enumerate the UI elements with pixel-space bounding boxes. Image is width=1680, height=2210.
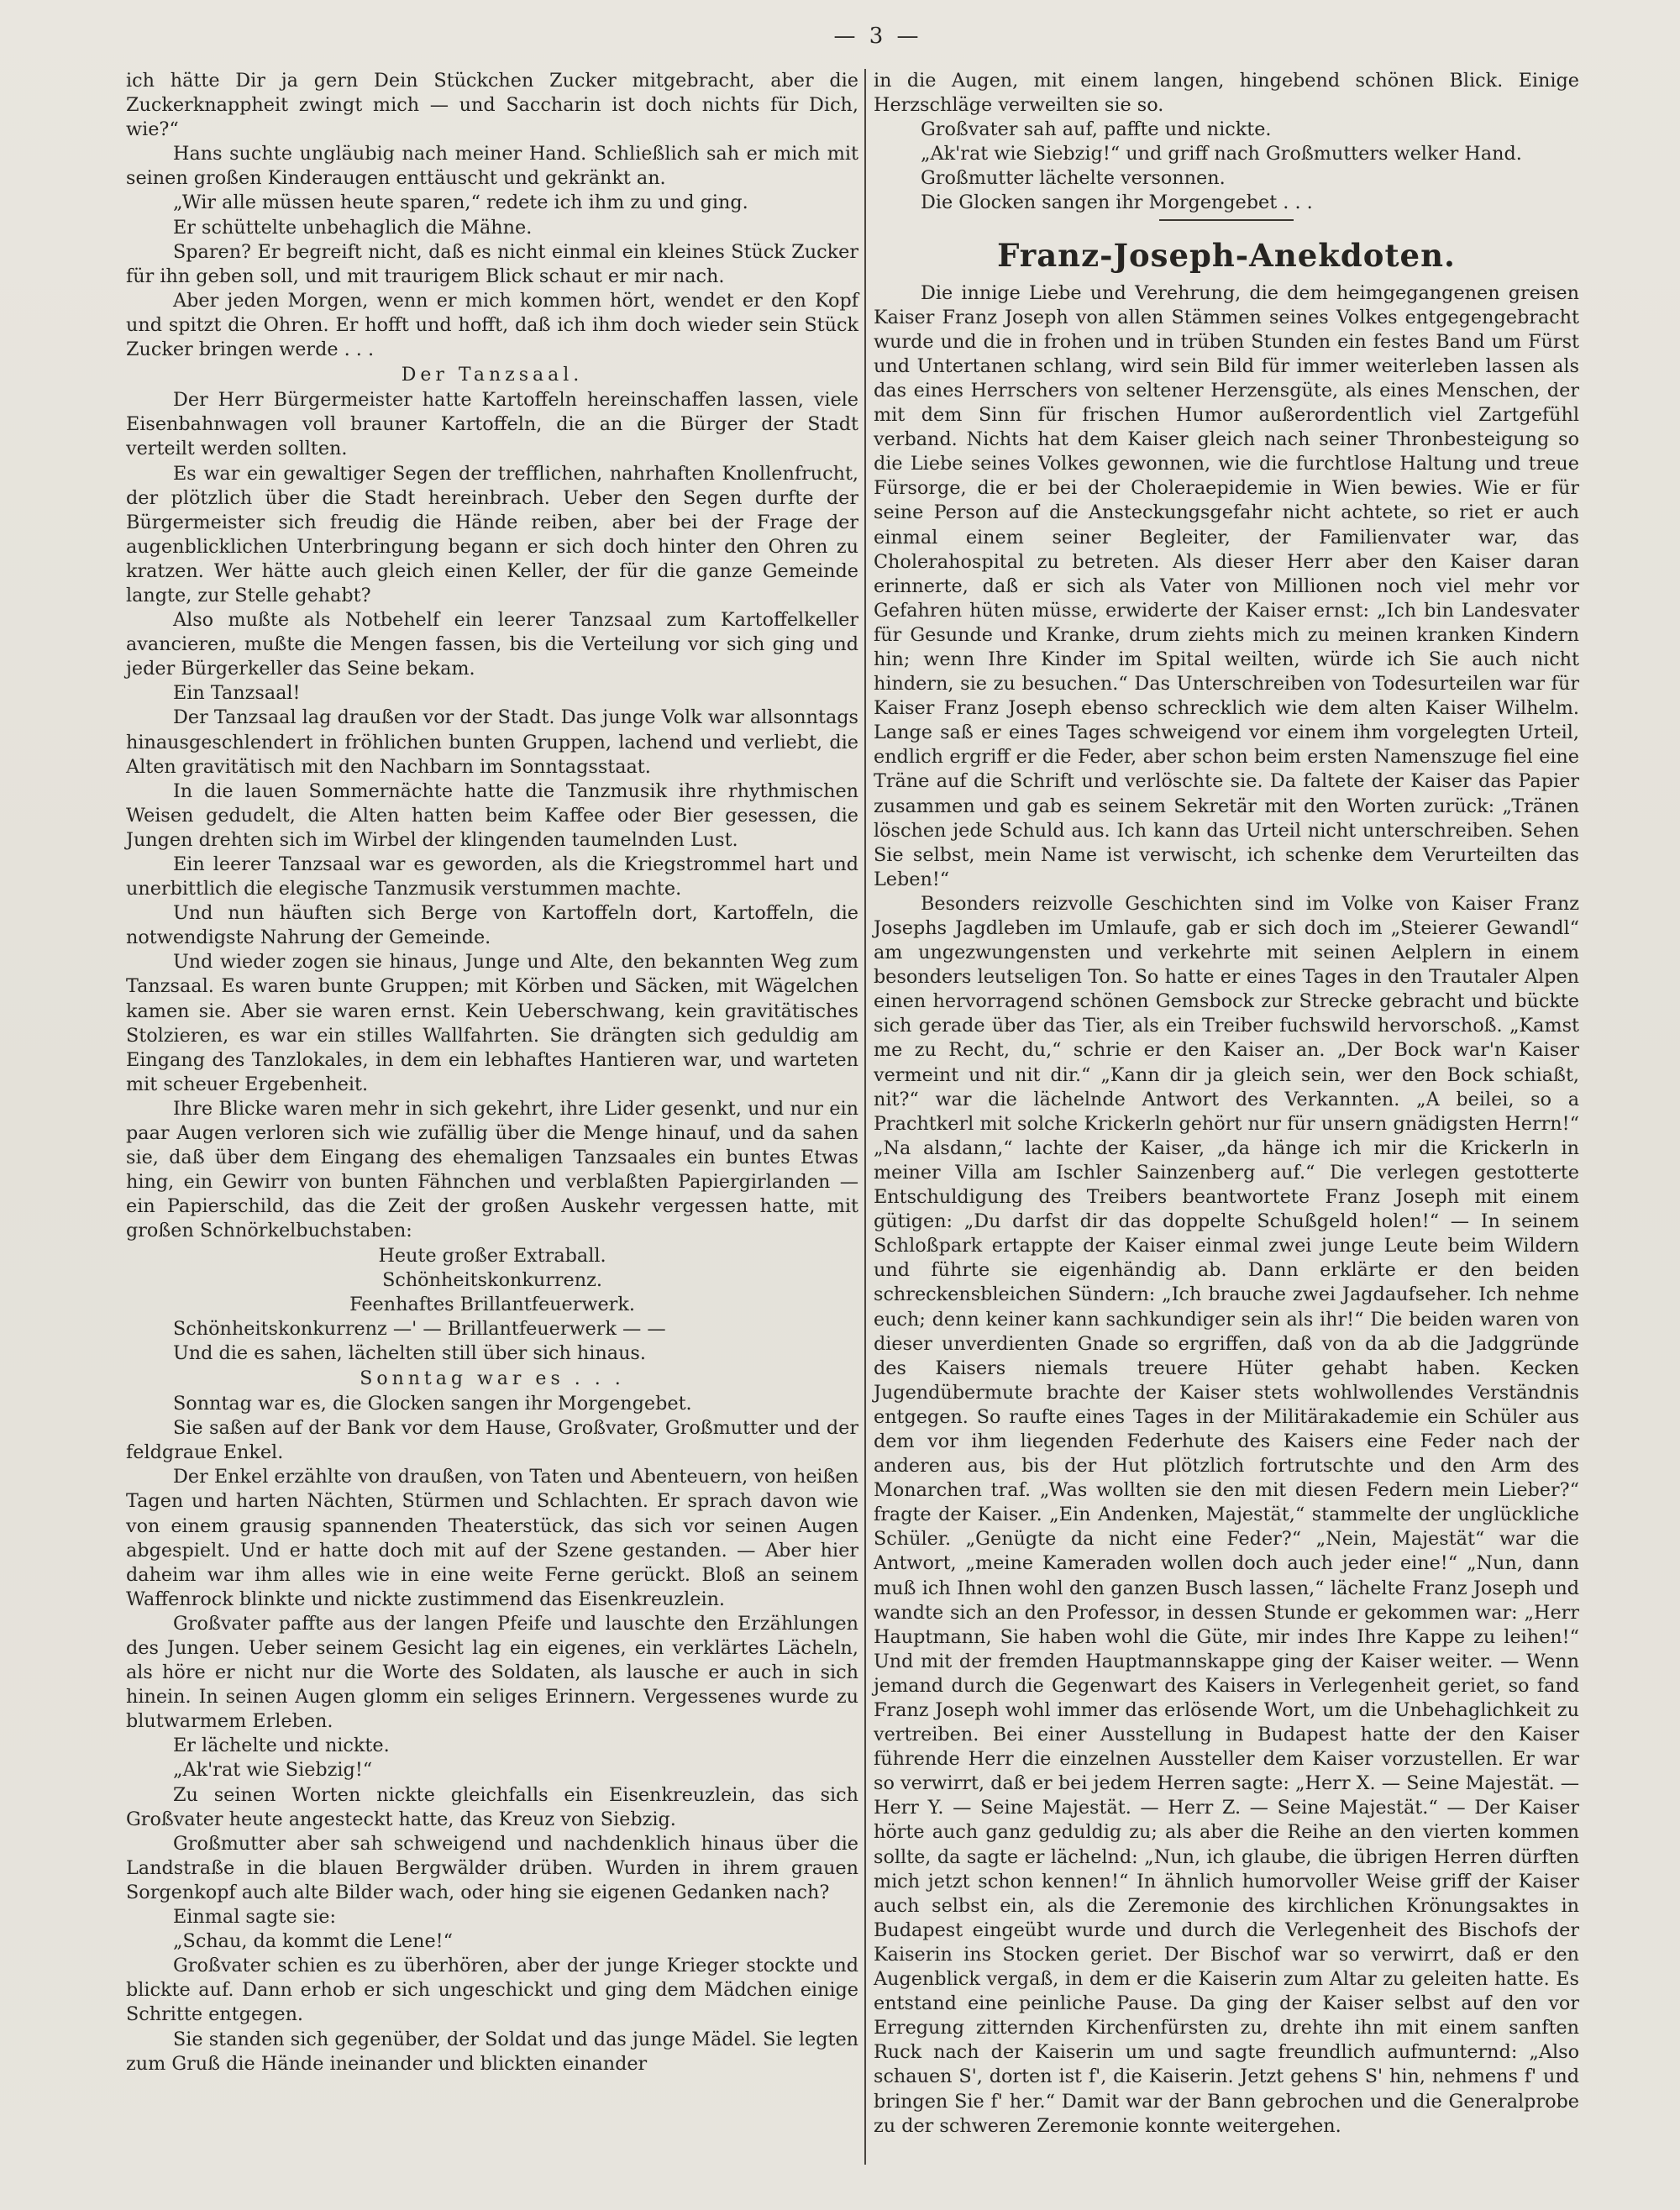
tanzsaal-paragraph: Der Tanzsaal lag draußen vor der Stadt. Das junge Volk war allsonntags hinausgeschlendert in fröhlichen bunten Gruppen, lachend und verliebt, die Alten gravitätisch mit den Nachbarn im Sonntagsstaat. <box>126 706 858 778</box>
tanzsaal-paragraph: Und die es sahen, lächelten still über sich hinaus. <box>173 1341 646 1364</box>
tanzsaal-paragraph: Und wieder zogen sie hinaus, Junge und Alte, den bekannten Weg zum Tanzsaal. Es waren bunte Gruppen; mit Körben und Säcken, mit Wägelchen kamen sie. Aber sie waren ernst. Kein Ueberschwang, kein gravitätisches Stolzieren, es war ein stilles Wallfahrten. Sie drängten sich geduldig am Eingang des Tanzlokales, in dem ein lebhaftes Hantieren war, und warteten mit scheuer Ergebenheit. <box>126 951 858 1095</box>
story-paragraph: Großmutter lächelte versonnen. <box>921 167 1226 190</box>
section-title-sonntag: Sonntag war es . . . <box>360 1367 625 1389</box>
sonntag-paragraph: Großmutter aber sah schweigend und nachdenklich hinaus über die Landstraße in die blauen Bergwälder drüben. Wurden in ihrem grauen Sorgenkopf auch alte Bilder wach, oder hing sie eigenen Gedanken nach? <box>126 1832 858 1903</box>
sonntag-paragraph: Großvater schien es zu überhören, aber der junge Krieger stockte und blickte auf. Dann erhob er sich ungeschickt und ging dem Mädchen einige Schritte entgegen. <box>126 1955 858 2026</box>
sonntag-paragraph: Der Enkel erzählte von draußen, von Taten und Abenteuern, von heißen Tagen und harten Nächten, Stürmen und Schlachten. Er sprach davon wie von einem grausig spannenden Theaterstück, das sich vor seinen Augen abgespielt. Und er hatte doch mit auf der Szene gestanden. — Aber hier daheim war ihm alles wie in eine weite Ferne gerückt. Bloß an seinem Waffenrock blinkte und nickte zustimmend das Eisenkreuzlein. <box>126 1466 858 1610</box>
story-paragraph: Hans suchte ungläubig nach meiner Hand. Schließlich sah er mich mit seinen großen Kinderaugen enttäuscht und gekränkt an. <box>126 143 858 190</box>
poster-line: Schönheitskonkurrenz. <box>382 1268 602 1291</box>
story-paragraph: Er schüttelte unbehaglich die Mähne. <box>173 216 533 239</box>
story-paragraph: Sparen? Er begreift nicht, daß es nicht einmal ein kleines Stück Zucker für ihn geben soll, und mit traurigem Blick schaut er mir nach. <box>126 240 858 287</box>
sonntag-paragraph: Sie standen sich gegenüber, der Soldat und das junge Mädel. Sie legten zum Gruß die Hände ineinander und blickten einander <box>126 2028 858 2075</box>
sonntag-paragraph: Zu seinen Worten nickte gleichfalls ein Eisenkreuzlein, das sich Großvater heute angesteckt hatte, das Kreuz von Siebzig. <box>126 1783 858 1830</box>
story-paragraph: Die Glocken sangen ihr Morgengebet . . . <box>921 192 1313 214</box>
tanzsaal-paragraph: Ein Tanzsaal! <box>173 682 301 705</box>
sonntag-paragraph: „Ak'rat wie Siebzig!“ <box>173 1759 373 1782</box>
story-paragraph: Großvater sah auf, paffte und nickte. <box>921 118 1272 141</box>
poster-line: Heute großer Extraball. <box>378 1244 606 1267</box>
left-column <box>126 69 858 2076</box>
story-paragraph: „Wir alle müssen heute sparen,“ redete ich ihm zu und ging. <box>173 192 748 214</box>
anecdote-paragraph: Die innige Liebe und Verehrung, die dem heimgegangenen greisen Kaiser Franz Joseph von allen Stämmen seines Volkes entgegengebracht wurde und die in frohen und in trüben Stunden ein festes Band um Fürst und Untertanen schlang, wird sein Bild für immer weiterleben lassen als das eines Herrschers von seltener Herzensgüte, als eines Menschen, der mit dem Sinn für frischen Humor außerordentlich viel Zartgefühl verband. Nichts hat dem Kaiser gleich nach seiner Thronbesteigung so die Liebe seines Volkes gewonnen, wie die furchtlose Haltung und treue Fürsorge, die er bei der Choleraepidemie in Wien bewies. Wie er für seine Person auf die Ansteckungsgefahr nicht achtete, so riet er auch einmal einem seiner Begleiter, der Familienvater war, das Cholerahospital zu betreten. Als dieser Herr aber den Kaiser daran erinnerte, daß er sich als Vater von Millionen noch viel mehr vor Gefahren hüten müsse, erwiderte der Kaiser ernst: „Ich bin Landesvater für Gesunde und Kranke, drum ziehts mich zu meinen kranken Kindern hin; wenn Ihre Kinder im Spital weilten, würde ich Sie auch nicht hindern, sie zu besuchen.“ Das Unterschreiben von Todesurteilen war für Kaiser Franz Joseph ebenso schrecklich wie dem alten Kaiser Wilhelm. Lange saß er eines Tages schweigend vor einem ihm vorgelegten Urteil, endlich ergriff er die Feder, aber schon beim ersten Namenszuge fiel eine Träne auf die Schrift und verlöschte sie. Da faltete der Kaiser das Papier zusammen und gab es seinem Sekretär mit den Worten zurück: „Tränen löschen jede Schuld aus. Ich kann das Urteil nicht unterschreiben. Sehen Sie selbst, mein Name ist verwischt, ich schenke dem Verurteilten das Leben!“ <box>874 281 1579 890</box>
story-continuation: ich hätte Dir ja gern Dein Stückchen Zucker mitgebracht, aber die Zuckerknappheit zwingt mich — und Saccharin ist doch nichts für Dich, wie?“ <box>126 70 858 141</box>
tanzsaal-paragraph: Ein leerer Tanzsaal war es geworden, als die Kriegstrommel hart und unerbittlich die elegische Tanzmusik verstummen machte. <box>126 853 858 900</box>
tanzsaal-paragraph: Schönheitskonkurrenz —' — Brillantfeuerwerk — — <box>173 1317 666 1340</box>
tanzsaal-paragraph: Und nun häuften sich Berge von Kartoffeln dort, Kartoffeln, die notwendigste Nahrung der Gemeinde. <box>126 902 858 949</box>
sonntag-paragraph: Großvater paffte aus der langen Pfeife und lauschte den Erzählungen des Jungen. Ueber seinem Gesicht lag ein eigenes, ein verklärtes Lächeln, als höre er nicht nur die Worte des Soldaten, als lausche er auch in sich hinein. In seinen Augen glomm ein seliges Erinnern. Vergessenes wurde zu blutwarmem Erleben. <box>126 1612 858 1733</box>
tanzsaal-paragraph: Also mußte als Notbehelf ein leerer Tanzsaal zum Kartoffelkeller avancieren, mußte die Mengen fassen, bis die Verteilung vor sich ging und jeder Bürgerkeller das Seine bekam. <box>126 609 858 680</box>
sonntag-paragraph: „Schau, da kommt die Lene!“ <box>173 1930 454 1953</box>
sonntag-paragraph: Er lächelte und nickte. <box>173 1735 390 1757</box>
sonntag-paragraph: Sonntag war es, die Glocken sangen ihr Morgengebet. <box>173 1393 692 1415</box>
tanzsaal-paragraph: In die lauen Sommernächte hatte die Tanzmusik ihre rhythmischen Weisen gedudelt, die Alten hatten beim Kaffee oder Bier gesessen, die Jungen drehten sich im Wirbel der klingenden taumelnden Lust. <box>126 780 858 851</box>
poster-line: Feenhaftes Brillantfeuerwerk. <box>349 1293 635 1315</box>
article-headline: Franz-Joseph-Anekdoten. <box>997 236 1456 274</box>
story-continuation: in die Augen, mit einem langen, hingebend schönen Blick. Einige Herzschläge verweilten sie so. <box>874 70 1579 117</box>
tanzsaal-paragraph: Ihre Blicke waren mehr in sich gekehrt, ihre Lider gesenkt, und nur ein paar Augen verloren sich wie zufällig über die Menge hinauf, und da sahen sie, daß über dem Eingang des ehemaligen Tanzsaales ein buntes Etwas hing, ein Gewirr von bunten Fähnchen und verblaßten Papiergirlanden — ein Papierschild, das die Zeit der großen Auskehr vergessen hatte, mit großen Schnörkelbuchstaben: <box>126 1097 858 1242</box>
poster-text <box>126 1244 858 1317</box>
section-title-tanzsaal: Der Tanzsaal. <box>401 365 584 386</box>
story-paragraph: Aber jeden Morgen, wenn er mich kommen hört, wendet er den Kopf und spitzt die Ohren. Er hofft und hofft, daß ich ihm doch wieder sein Stück Zucker bringen werde . . . <box>126 289 858 361</box>
sonntag-paragraph: Einmal sagte sie: <box>173 1906 336 1929</box>
page-number: — 3 — <box>833 24 922 49</box>
tanzsaal-paragraph: Es war ein gewaltiger Segen der trefflichen, nahrhaften Knollenfrucht, der plötzlich über die Stadt hereinbrach. Ueber den Segen durfte der Bürgermeister sich freudig die Hände reiben, aber bei der Frage der augenblicklichen Unterbringung begann er sich doch hinter den Ohren zu kratzen. Wer hätte auch gleich einen Keller, der für die ganze Gemeinde langte, zur Stelle gehabt? <box>126 462 858 606</box>
tanzsaal-paragraph: Der Herr Bürgermeister hatte Kartoffeln hereinschaffen lassen, viele Eisenbahnwagen voll brauner Kartoffeln, die an die Bürger der Stadt verteilt werden sollten. <box>126 389 858 460</box>
right-column <box>874 69 1579 2139</box>
column-divider <box>864 69 866 2165</box>
anecdote-paragraph: Besonders reizvolle Geschichten sind im Volke von Kaiser Franz Josephs Jagdleben im Umlaufe, gab er sich doch im „Steierer Gewandl“ am ungezwungensten und verkehrte mit seinen Aelplern in einem besonders leutseligen Ton. So hatte er eines Tages in den Trautaler Alpen einen hervorragend schönen Gemsbock zur Strecke gebracht und bückte sich gerade über das Tier, als ein Treiber fuchswild hervorschoß. „Kamst me zu Recht, du,“ schrie er den Kaiser an. „Der Bock war'n Kaiser vermeint und nit dir.“ „Kann dir ja gleich sein, wer den Bock schiaßt, nit?“ war die lächelnde Antwort des Verkannten. „A beilei, so a Prachtkerl mit solche Krickerln gehört nur für unsern gnädigsten Herrn!“ „Na alsdann,“ lachte der Kaiser, „da hänge ich mir die Krickerln in meiner Villa am Ischler Sainzenberg auf.“ Die verlegen gestotterte Entschuldigung des Treibers beantwortete Franz Joseph mit einem gütigen: „Du darfst dir das doppelte Schußgeld holen!“ — In seinem Schloßpark ertappte der Kaiser einmal zwei junge Leute beim Wildern und führte sie eigenhändig ab. Dann erklärte er den beiden schreckensbleichen Sündern: „Ich brauche zwei Jagdaufseher. Ich nehme euch; denn keiner kann sachkundiger sein als ihr!“ Die beiden waren von dieser unverdienten Gnade so ergriffen, daß von da ab die Jadggründe des Kaisers niemals treuere Hüter gehabt haben. Kecken Jugendübermute brachte der Kaiser stets wohlwollendes Verständnis entgegen. So raufte eines Tages in der Militärakademie ein Schüler aus dem vor ihm liegenden Federhute des Kaisers eine Feder nach der anderen aus, bis der Hut plötzlich fortrutschte und den Arm des Monarchen traf. „Was wollten sie den mit diesen Federn mein Lieber?“ fragte der Kaiser. „Ein Andenken, Majestät,“ stammelte der unglückliche Schüler. „Genügte da nicht eine Feder?“ „Nein, Majestät“ war die Antwort, „meine Kameraden wollen doch auch jeder eine!“ „Nun, dann muß ich Ihnen wohl den ganzen Busch lassen,“ lächelte Franz Joseph und wandte sich an den Professor, in dessen Stunde er gekommen war: „Herr Hauptmann, Sie haben wohl die Güte, mir indes Ihre Kappe zu leihen!“ Und mit der fremden Hauptmannskappe ging der Kaiser weiter. — Wenn jemand durch die Gegenwart des Kaisers in Verlegenheit geriet, so fand Franz Joseph wohl immer das erlösende Wort, um die Unbehaglichkeit zu vertreiben. Bei einer Ausstellung in Budapest hatte der den Kaiser führende Herr die einzelnen Aussteller dem Kaiser vorzustellen. Er war so verwirrt, daß er bei jedem Herren sagte: „Herr X. — Seine Majestät. — Herr Y. — Seine Majestät. — Herr Z. — Seine Majestät.“ — Der Kaiser hörte auch ganz geduldig zu; als aber die Reihe an den vierten kommen sollte, da sagte er lächelnd: „Nun, ich glaube, die übrigen Herren dürften mich jetzt schon kennen!“ In ähnlich humorvoller Weise griff der Kaiser auch selbst ein, als die Zeremonie des kirchlichen Krönungsaktes in Budapest eingeübt wurde und durch die Verlegenheit des Bischofs der Kaiserin ins Stocken geriet. Der Bischof war so verwirrt, daß er den Augenblick vergaß, in dem er die Kaiserin zum Altar zu geleiten hatte. Es entstand eine peinliche Pause. Da ging der Kaiser selbst auf den vor Erregung zitternden Kirchenfürsten zu, drehte ihn mit einem sanften Ruck nach der Kaiserin um und sagte freundlich aufmunternd: „Also schauen S', dorten ist f', die Kaiserin. Jetzt gehens S' hin, nehmens f' und bringen Sie f' her.“ Damit war der Bann gebrochen und die Generalprobe zu der schweren Zeremonie konnte weitergehen. <box>874 892 1579 2137</box>
story-paragraph: „Ak'rat wie Siebzig!“ und griff nach Großmutters welker Hand. <box>921 143 1522 165</box>
headline-rule <box>1159 219 1294 221</box>
sonntag-paragraph: Sie saßen auf der Bank vor dem Hause, Großvater, Großmutter und der feldgraue Enkel. <box>126 1417 858 1464</box>
